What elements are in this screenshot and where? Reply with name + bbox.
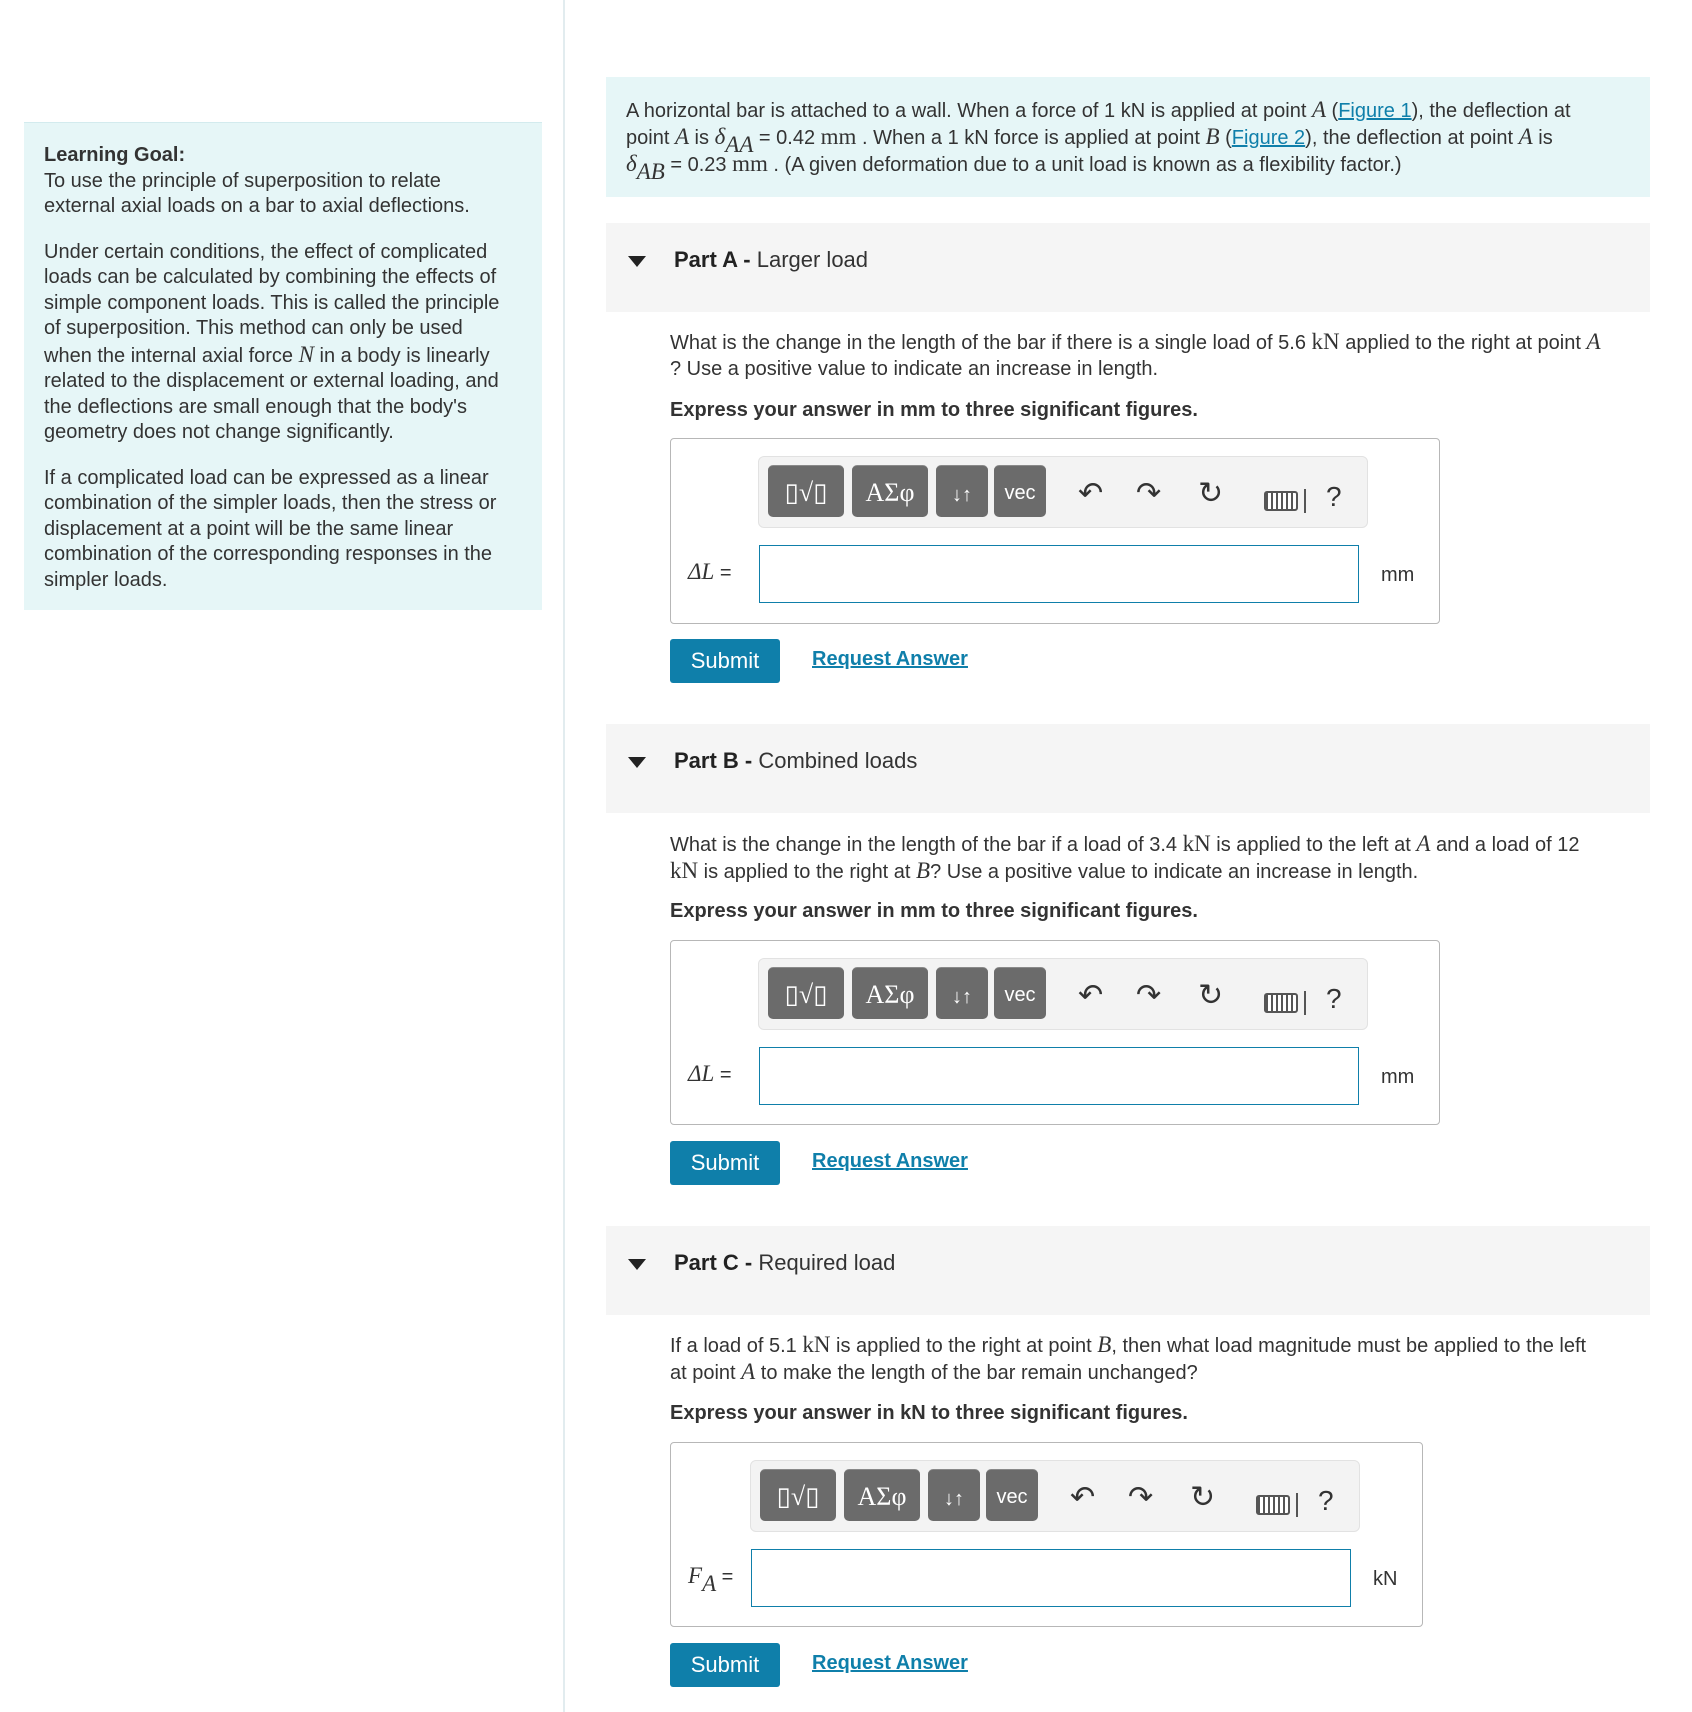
- part-c-unit: kN: [1373, 1568, 1398, 1590]
- part-a-answer-box: [670, 438, 1440, 624]
- help-button[interactable]: ?: [1318, 1485, 1334, 1516]
- reset-icon[interactable]: ↻: [1190, 1481, 1216, 1514]
- part-c-question: If a load of 5.1 kN is applied to the right at point B, then what load magnitude must be applied to the left at point A to make the length of the bar remain unchanged?: [670, 1332, 1587, 1384]
- learning-goal-text: To use the principle of superposition to relate external axial loads on a bar to axial deflections.: [44, 169, 470, 217]
- part-c-header[interactable]: [606, 1226, 1650, 1315]
- vector-button[interactable]: vec: [994, 465, 1046, 517]
- part-b-request-answer-link[interactable]: Request Answer: [812, 1150, 968, 1172]
- greek-symbols-button[interactable]: ΑΣφ: [852, 967, 928, 1019]
- greek-symbols-button[interactable]: ΑΣφ: [844, 1469, 920, 1521]
- math-toolbar: [758, 958, 1368, 1030]
- subscript-superscript-button[interactable]: ↓↑: [928, 1469, 980, 1521]
- learning-goal-heading: Learning Goal:: [44, 144, 186, 166]
- templates-button[interactable]: ▯√▯: [768, 465, 844, 517]
- part-b-instructions: Express your answer in mm to three significant figures.: [670, 900, 1198, 922]
- help-button[interactable]: ?: [1326, 983, 1342, 1014]
- help-button[interactable]: ?: [1326, 481, 1342, 512]
- greek-symbols-button[interactable]: ΑΣφ: [852, 465, 928, 517]
- delta-l-label: ΔL =: [688, 559, 732, 584]
- toolbar-separator: [1296, 1493, 1298, 1517]
- part-c-answer-box: [670, 1442, 1423, 1627]
- learning-goal-box: [24, 122, 542, 610]
- part-b-header[interactable]: [606, 724, 1650, 813]
- part-b-answer-box: [670, 940, 1440, 1125]
- part-a-answer-input[interactable]: [759, 545, 1359, 603]
- collapse-caret-icon[interactable]: [628, 256, 646, 267]
- collapse-caret-icon[interactable]: [628, 757, 646, 768]
- math-toolbar: [758, 456, 1368, 528]
- part-c-submit-button[interactable]: Submit: [670, 1643, 780, 1687]
- part-b-question: What is the change in the length of the bar if a load of 3.4 kN is applied to the left at A and a load of 12 kN is applied to the right at B? Use a positive value to indicate an increase in length.: [670, 831, 1580, 883]
- math-toolbar: [750, 1460, 1360, 1532]
- part-c-answer-input[interactable]: [751, 1549, 1351, 1607]
- problem-statement: A horizontal bar is attached to a wall. When a force of 1 kN is applied at point A (Figure 1), the deflection at point A is $\delta_{AA} = 0.42$ mm . When a 1 kN force is applied at point B (Figure 2), the deflection at point A is $\delta_{AB} = 0.23$ mm . (A given deformation due to a unit load is known as a flexibility factor.): [606, 77, 1650, 197]
- linear-combination-paragraph: If a complicated load can be expressed as a linear combination of the simpler loads, then the stress or displacement at a point will be the same linear combination of the corresponding responses in the simpler loads.: [44, 466, 497, 591]
- part-a-title: Part A - Larger load: [674, 247, 869, 272]
- part-a-request-answer-link[interactable]: Request Answer: [812, 648, 968, 670]
- column-divider: [563, 0, 565, 1712]
- figure-2-link[interactable]: Figure 2: [1231, 127, 1306, 149]
- templates-button[interactable]: ▯√▯: [768, 967, 844, 1019]
- part-a-header[interactable]: [606, 223, 1650, 312]
- part-a-instructions: Express your answer in mm to three significant figures.: [670, 399, 1198, 421]
- undo-icon[interactable]: ↶: [1078, 979, 1104, 1012]
- part-c-instructions: Express your answer in kN to three significant figures.: [670, 1402, 1188, 1424]
- vector-button[interactable]: vec: [994, 967, 1046, 1019]
- keyboard-icon[interactable]: [1264, 993, 1298, 1013]
- keyboard-icon[interactable]: [1256, 1495, 1290, 1515]
- undo-icon[interactable]: ↶: [1070, 1481, 1096, 1514]
- part-b-unit: mm: [1381, 1066, 1415, 1088]
- delta-l-label: ΔL =: [688, 1061, 732, 1086]
- figure-1-link[interactable]: Figure 1: [1338, 100, 1412, 122]
- redo-icon[interactable]: ↷: [1128, 1481, 1154, 1514]
- collapse-caret-icon[interactable]: [628, 1259, 646, 1270]
- reset-icon[interactable]: ↻: [1198, 477, 1224, 510]
- reset-icon[interactable]: ↻: [1198, 979, 1224, 1012]
- part-a-question: What is the change in the length of the bar if there is a single load of 5.6 kN applied to the right at point A ? Use a positive value to indicate an increase in length.: [670, 329, 1601, 380]
- part-c-request-answer-link[interactable]: Request Answer: [812, 1652, 968, 1674]
- fa-label: $F_A$ =: [688, 1563, 734, 1597]
- toolbar-separator: [1304, 489, 1306, 513]
- superposition-paragraph: Under certain conditions, the effect of complicated loads can be calculated by combining the effects of simple component loads. This is called the principle of superposition. This method can only be used when the internal axial force N in a body is linearly related to the displacement or external loading, and the deflections are small enough that the body's geometry does not change significantly.: [44, 240, 500, 443]
- part-b-title: Part B - Combined loads: [674, 748, 918, 773]
- part-c-title: Part C - Required load: [674, 1250, 896, 1275]
- subscript-superscript-button[interactable]: ↓↑: [936, 967, 988, 1019]
- keyboard-icon[interactable]: [1264, 491, 1298, 511]
- part-a-unit: mm: [1381, 564, 1415, 586]
- redo-icon[interactable]: ↷: [1136, 477, 1162, 510]
- subscript-superscript-button[interactable]: ↓↑: [936, 465, 988, 517]
- toolbar-separator: [1304, 991, 1306, 1015]
- part-b-submit-button[interactable]: Submit: [670, 1141, 780, 1185]
- templates-button[interactable]: ▯√▯: [760, 1469, 836, 1521]
- redo-icon[interactable]: ↷: [1136, 979, 1162, 1012]
- vector-button[interactable]: vec: [986, 1469, 1038, 1521]
- part-a-submit-button[interactable]: Submit: [670, 639, 780, 683]
- undo-icon[interactable]: ↶: [1078, 477, 1104, 510]
- part-b-answer-input[interactable]: [759, 1047, 1359, 1105]
